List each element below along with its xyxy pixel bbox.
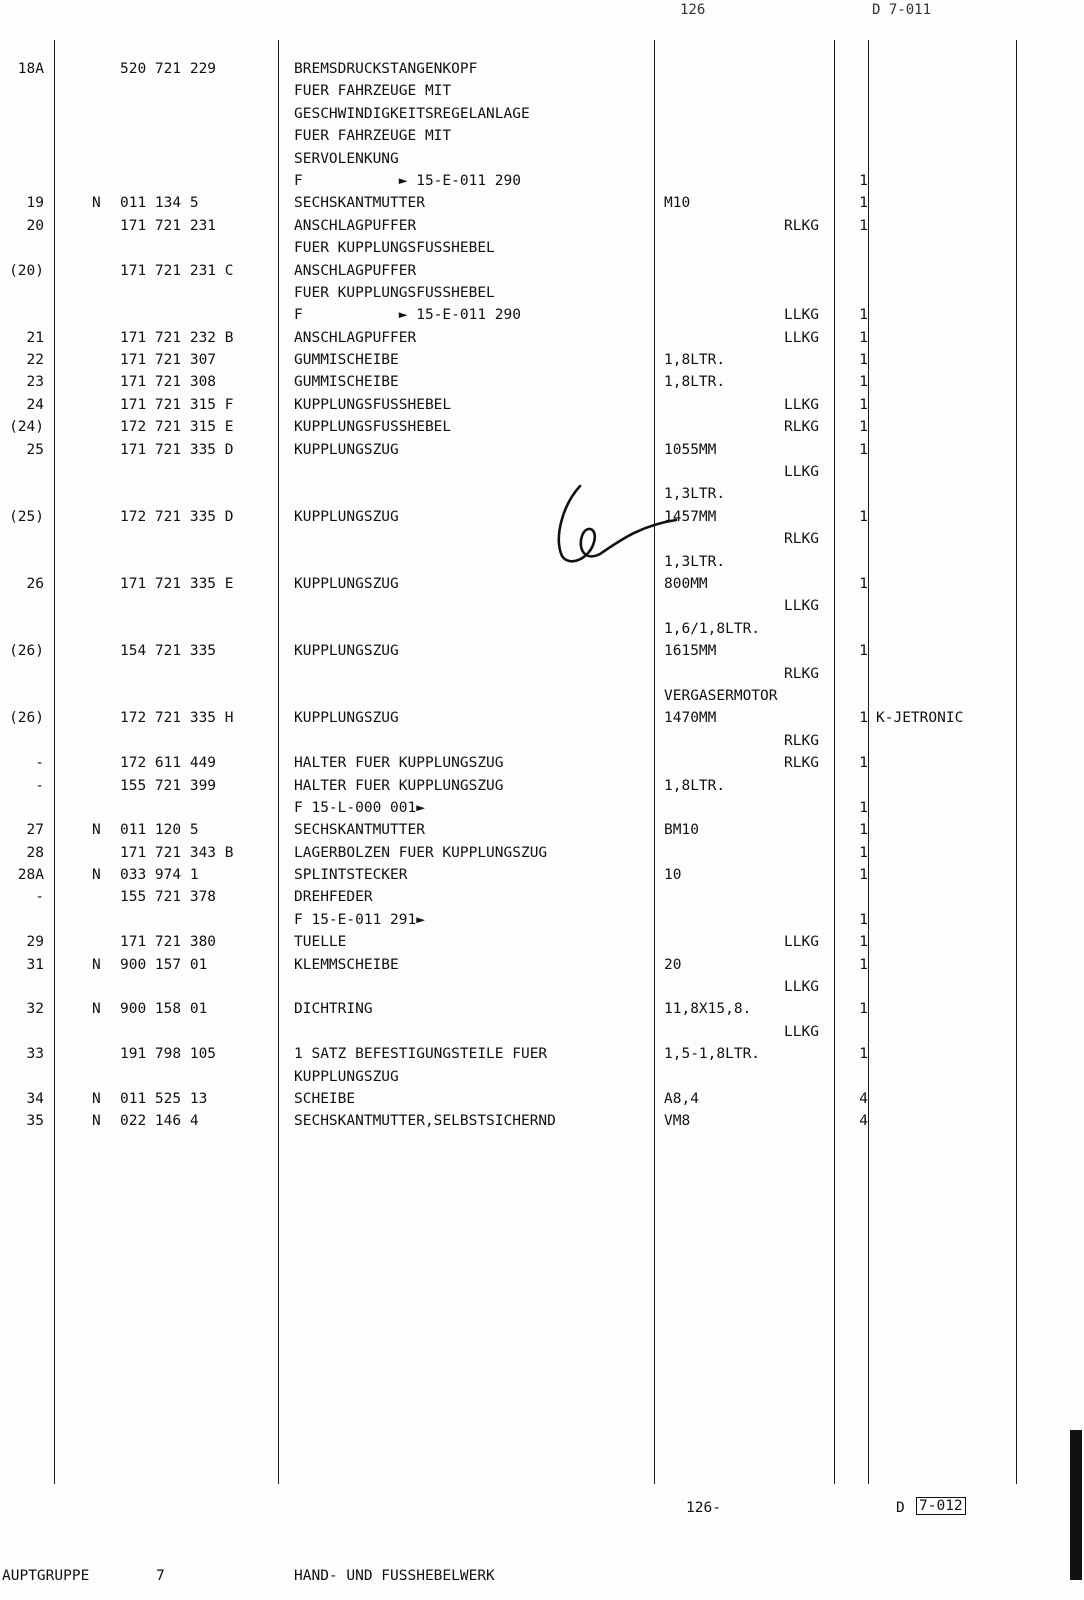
table-row: [0, 103, 1084, 125]
description: HALTER FUER KUPPLUNGSZUG: [294, 777, 504, 794]
description: KUPPLUNGSZUG: [294, 643, 399, 660]
quantity: 4: [859, 1090, 868, 1107]
specification: 1615MM: [664, 643, 717, 660]
table-row: [0, 819, 1084, 841]
part-number: 011 120 5: [120, 822, 199, 839]
description: KUPPLUNGSZUG: [294, 508, 399, 525]
specification: 1,3LTR.: [664, 553, 726, 570]
table-row: [0, 1021, 1084, 1043]
table-row: [0, 237, 1084, 259]
table-row: [0, 618, 1084, 640]
table-row: [0, 640, 1084, 662]
position-number: 23: [26, 374, 44, 391]
quantity: 1: [859, 799, 868, 816]
quantity: 1: [859, 956, 868, 973]
side-code: RLKG: [784, 755, 819, 772]
specification: 800MM: [664, 575, 708, 592]
specification: 1,8LTR.: [664, 374, 726, 391]
table-row: [0, 909, 1084, 931]
normteil-flag: N: [92, 822, 101, 839]
description: DICHTRING: [294, 1001, 373, 1018]
description: FUER KUPPLUNGSFUSSHEBEL: [294, 284, 495, 301]
part-number: 171 721 308: [120, 374, 217, 391]
table-row: [0, 483, 1084, 505]
part-number: 155 721 399: [120, 777, 217, 794]
part-number: 171 721 232 B: [120, 329, 234, 346]
part-number: 171 721 315 F: [120, 396, 234, 413]
side-code: LLKG: [784, 396, 819, 413]
side-code: LLKG: [784, 598, 819, 615]
specification: A8,4: [664, 1090, 699, 1107]
table-row: [0, 663, 1084, 685]
part-number: 172 721 335 D: [120, 508, 234, 525]
side-code: RLKG: [784, 419, 819, 436]
position-number: 31: [26, 956, 44, 973]
position-number: 28: [26, 844, 44, 861]
specification: 1,8LTR.: [664, 352, 726, 369]
position-number: -: [35, 777, 44, 794]
handwritten-mark: [548, 482, 678, 572]
position-number: 22: [26, 352, 44, 369]
quantity: 1: [859, 575, 868, 592]
table-row: [0, 730, 1084, 752]
position-number: 33: [26, 1046, 44, 1063]
side-code: LLKG: [784, 979, 819, 996]
side-code: RLKG: [784, 732, 819, 749]
normteil-flag: N: [92, 195, 101, 212]
quantity: 1: [859, 643, 868, 660]
quantity: 1: [859, 352, 868, 369]
position-number: 18A: [17, 61, 44, 77]
quantity: 1: [859, 217, 868, 234]
table-row: [0, 170, 1084, 192]
description: SECHSKANTMUTTER: [294, 195, 425, 212]
table-row: [0, 573, 1084, 595]
table-row: [0, 998, 1084, 1020]
specification: 20: [664, 956, 682, 973]
position-number: 25: [26, 441, 44, 458]
quantity: 1: [859, 710, 868, 727]
specification: 10: [664, 867, 682, 884]
position-number: 26: [26, 575, 44, 592]
table-row: [0, 864, 1084, 886]
description: FUER FAHRZEUGE MIT: [294, 128, 452, 145]
table-row: [0, 125, 1084, 147]
specification: 1470MM: [664, 710, 717, 727]
reference-top: D 7-011: [872, 2, 932, 18]
remark: K-JETRONIC: [876, 710, 964, 727]
quantity: 1: [859, 822, 868, 839]
table-row: [0, 327, 1084, 349]
side-code: RLKG: [784, 531, 819, 548]
table-row: [0, 752, 1084, 774]
description: KLEMMSCHEIBE: [294, 956, 399, 973]
description: SERVOLENKUNG: [294, 150, 399, 167]
part-number: 155 721 378: [120, 889, 217, 906]
specification: 1,5-1,8LTR.: [664, 1046, 761, 1063]
specification: VERGASERMOTOR: [664, 687, 778, 704]
side-code: LLKG: [784, 329, 819, 346]
part-number: 022 146 4: [120, 1113, 199, 1130]
group-label: AUPTGRUPPE: [2, 1568, 90, 1584]
description: KUPPLUNGSFUSSHEBEL: [294, 396, 452, 413]
part-number: 172 611 449: [120, 755, 217, 772]
description: KUPPLUNGSZUG: [294, 575, 399, 592]
position-number: (26): [9, 710, 44, 727]
specification: VM8: [664, 1113, 691, 1130]
description: DREHFEDER: [294, 889, 373, 906]
table-row: [0, 775, 1084, 797]
description: GUMMISCHEIBE: [294, 352, 399, 369]
quantity: 1: [859, 195, 868, 212]
description: KUPPLUNGSZUG: [294, 441, 399, 458]
normteil-flag: N: [92, 1090, 101, 1107]
description: FUER FAHRZEUGE MIT: [294, 83, 452, 100]
table-row: [0, 886, 1084, 908]
table-row: [0, 58, 1084, 80]
position-number: 28A: [17, 867, 44, 884]
group-number: 7: [156, 1568, 165, 1584]
side-code: LLKG: [784, 934, 819, 951]
table-row: [0, 842, 1084, 864]
normteil-flag: N: [92, 867, 101, 884]
position-number: 24: [26, 396, 44, 413]
table-row: [0, 954, 1084, 976]
part-number: 171 721 231 C: [120, 262, 234, 279]
table-row: [0, 528, 1084, 550]
position-number: 29: [26, 934, 44, 951]
side-code: LLKG: [784, 464, 819, 481]
table-row: [0, 931, 1084, 953]
side-code: LLKG: [784, 307, 819, 324]
position-number: 21: [26, 329, 44, 346]
side-code: LLKG: [784, 1023, 819, 1040]
quantity: 4: [859, 1113, 868, 1130]
part-number: 171 721 343 B: [120, 844, 234, 861]
reference-box: 7-012: [916, 1497, 966, 1515]
table-row: [0, 215, 1084, 237]
quantity: 1: [859, 172, 868, 189]
specification: 1055MM: [664, 441, 717, 458]
position-number: 19: [26, 195, 44, 212]
table-row: [0, 1110, 1084, 1132]
position-number: 20: [26, 217, 44, 234]
description: TUELLE: [294, 934, 347, 951]
position-number: 32: [26, 1001, 44, 1018]
normteil-flag: N: [92, 1001, 101, 1018]
part-number: 171 721 380: [120, 934, 217, 951]
description: FUER KUPPLUNGSFUSSHEBEL: [294, 240, 495, 257]
position-number: 34: [26, 1090, 44, 1107]
reference-prefix: D: [896, 1500, 905, 1516]
description: GESCHWINDIGKEITSREGELANLAGE: [294, 105, 530, 122]
part-number: 191 798 105: [120, 1046, 217, 1063]
table-row: [0, 976, 1084, 998]
part-number: 900 157 01: [120, 956, 208, 973]
quantity: 1: [859, 508, 868, 525]
description: 1 SATZ BEFESTIGUNGSTEILE FUER: [294, 1046, 548, 1063]
part-number: 154 721 335: [120, 643, 217, 660]
description: ANSCHLAGPUFFER: [294, 217, 417, 234]
table-row: [0, 595, 1084, 617]
position-number: (20): [9, 262, 44, 279]
part-number: 520 721 229: [120, 61, 217, 77]
position-number: 27: [26, 822, 44, 839]
part-number: 171 721 231: [120, 217, 217, 234]
part-number: 171 721 335 E: [120, 575, 234, 592]
side-code: RLKG: [784, 665, 819, 682]
quantity: 1: [859, 844, 868, 861]
table-row: [0, 439, 1084, 461]
table-row: [0, 80, 1084, 102]
position-number: -: [35, 755, 44, 772]
table-row: [0, 394, 1084, 416]
normteil-flag: N: [92, 956, 101, 973]
table-row: [0, 1088, 1084, 1110]
description: BREMSDRUCKSTANGENKOPF: [294, 61, 478, 77]
page-number: 126-: [686, 1500, 721, 1516]
description: F ► 15-E-011 290: [294, 307, 521, 324]
quantity: 1: [859, 307, 868, 324]
part-number: 172 721 315 E: [120, 419, 234, 436]
table-row: [0, 148, 1084, 170]
quantity: 1: [859, 934, 868, 951]
table-row: [0, 371, 1084, 393]
part-number: 033 974 1: [120, 867, 199, 884]
quantity: 1: [859, 396, 868, 413]
table-row: [0, 1066, 1084, 1088]
description: SCHEIBE: [294, 1090, 356, 1107]
part-number: 900 158 01: [120, 1001, 208, 1018]
table-row: [0, 797, 1084, 819]
table-row: [0, 461, 1084, 483]
part-number: 011 134 5: [120, 195, 199, 212]
parts-list: [0, 58, 1084, 1133]
quantity: 1: [859, 329, 868, 346]
specification: BM10: [664, 822, 699, 839]
position-number: -: [35, 889, 44, 906]
table-row: [0, 349, 1084, 371]
quantity: 1: [859, 867, 868, 884]
table-row: [0, 551, 1084, 573]
description: GUMMISCHEIBE: [294, 374, 399, 391]
table-row: [0, 707, 1084, 729]
part-number: 172 721 335 H: [120, 710, 234, 727]
quantity: 1: [859, 441, 868, 458]
specification: M10: [664, 195, 691, 212]
table-row: [0, 506, 1084, 528]
page-number-top: 126: [680, 2, 706, 18]
description: SECHSKANTMUTTER: [294, 822, 425, 839]
table-row: [0, 192, 1084, 214]
group-title: HAND- UND FUSSHEBELWERK: [294, 1568, 495, 1584]
description: KUPPLUNGSZUG: [294, 1068, 399, 1085]
position-number: (24): [9, 419, 44, 436]
position-number: 35: [26, 1113, 44, 1130]
quantity: 1: [859, 911, 868, 928]
quantity: 1: [859, 1046, 868, 1063]
specification: 1,3LTR.: [664, 486, 726, 503]
specification: 1,8LTR.: [664, 777, 726, 794]
quantity: 1: [859, 755, 868, 772]
position-number: (25): [9, 508, 44, 525]
description: SECHSKANTMUTTER,SELBSTSICHERND: [294, 1113, 556, 1130]
description: ANSCHLAGPUFFER: [294, 262, 417, 279]
description: SPLINTSTECKER: [294, 867, 408, 884]
part-number: 171 721 307: [120, 352, 217, 369]
table-row: [0, 685, 1084, 707]
quantity: 1: [859, 374, 868, 391]
side-code: RLKG: [784, 217, 819, 234]
part-number: 171 721 335 D: [120, 441, 234, 458]
table-row: [0, 1043, 1084, 1065]
specification: 11,8X15,8.: [664, 1001, 752, 1018]
description: KUPPLUNGSZUG: [294, 710, 399, 727]
description: HALTER FUER KUPPLUNGSZUG: [294, 755, 504, 772]
description: F 15-L-000 001►: [294, 799, 425, 816]
table-row: [0, 416, 1084, 438]
table-row: [0, 282, 1084, 304]
quantity: 1: [859, 1001, 868, 1018]
description: ANSCHLAGPUFFER: [294, 329, 417, 346]
description: F ► 15-E-011 290: [294, 172, 521, 189]
quantity: 1: [859, 419, 868, 436]
normteil-flag: N: [92, 1113, 101, 1130]
position-number: (26): [9, 643, 44, 660]
description: F 15-E-011 291►: [294, 911, 425, 928]
specification: 1457MM: [664, 508, 717, 525]
table-row: [0, 260, 1084, 282]
description: KUPPLUNGSFUSSHEBEL: [294, 419, 452, 436]
scan-edge-mark: [1070, 1430, 1082, 1580]
description: LAGERBOLZEN FUER KUPPLUNGSZUG: [294, 844, 548, 861]
specification: 1,6/1,8LTR.: [664, 620, 761, 637]
table-row: [0, 304, 1084, 326]
part-number: 011 525 13: [120, 1090, 208, 1107]
